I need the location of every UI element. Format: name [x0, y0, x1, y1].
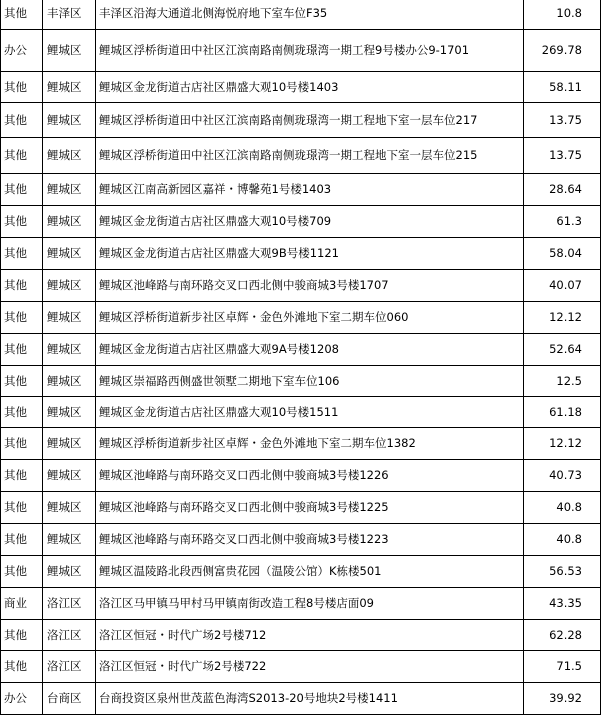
district-cell: 鲤城区 [43, 103, 96, 138]
use-cell: 其他 [1, 524, 43, 556]
use-cell: 其他 [1, 238, 43, 270]
use-cell: 办公 [1, 30, 43, 72]
use-cell: 其他 [1, 556, 43, 588]
district-cell: 鲤城区 [43, 206, 96, 238]
area-cell: 40.07 [524, 270, 601, 302]
table-row [1, 556, 601, 588]
area-cell: 10.8 [524, 0, 601, 30]
use-cell: 其他 [1, 397, 43, 428]
district-cell: 鲤城区 [43, 138, 96, 174]
area-cell: 58.04 [524, 238, 601, 270]
address-cell: 鲤城区池峰路与南环路交叉口西北侧中骏商城3号楼1223 [96, 524, 524, 556]
use-cell: 其他 [1, 103, 43, 138]
district-cell: 鲤城区 [43, 238, 96, 270]
table-row [1, 270, 601, 302]
use-cell: 其他 [1, 428, 43, 460]
area-cell: 40.73 [524, 460, 601, 492]
address-cell: 鲤城区江南高新园区嘉祥・博馨苑1号楼1403 [96, 174, 524, 206]
table-row [1, 460, 601, 492]
area-cell: 43.35 [524, 588, 601, 620]
district-cell: 鲤城区 [43, 366, 96, 397]
address-cell: 鲤城区金龙街道古店社区鼎盛大观9B号楼1121 [96, 238, 524, 270]
use-cell: 其他 [1, 460, 43, 492]
table-row [1, 683, 601, 715]
address-cell: 鲤城区金龙街道古店社区鼎盛大观10号楼1403 [96, 72, 524, 103]
area-cell: 52.64 [524, 334, 601, 366]
address-cell: 鲤城区浮桥街道新步社区卓辉・金色外滩地下室二期车位1382 [96, 428, 524, 460]
address-cell: 鲤城区浮桥街道田中社区江滨南路南侧珑璟湾一期工程地下室一层车位215 [96, 138, 524, 174]
use-cell: 其他 [1, 0, 43, 30]
address-cell: 台商投资区泉州世茂蓝色海湾S2013-20号地块2号楼1411 [96, 683, 524, 715]
table-row [1, 588, 601, 620]
address-cell: 鲤城区金龙街道古店社区鼎盛大观9A号楼1208 [96, 334, 524, 366]
use-cell: 其他 [1, 334, 43, 366]
district-cell: 鲤城区 [43, 492, 96, 524]
table-row [1, 492, 601, 524]
use-cell: 其他 [1, 492, 43, 524]
area-cell: 12.12 [524, 428, 601, 460]
district-cell: 鲤城区 [43, 174, 96, 206]
district-cell: 鲤城区 [43, 397, 96, 428]
district-cell: 台商区 [43, 683, 96, 715]
table-row [1, 366, 601, 397]
area-cell: 61.3 [524, 206, 601, 238]
address-cell: 鲤城区浮桥街道田中社区江滨南路南侧珑璟湾一期工程9号楼办公9-1701 [96, 30, 524, 72]
table-row [1, 651, 601, 683]
area-cell: 40.8 [524, 492, 601, 524]
area-cell: 28.64 [524, 174, 601, 206]
address-cell: 鲤城区金龙街道古店社区鼎盛大观10号楼709 [96, 206, 524, 238]
district-cell: 鲤城区 [43, 334, 96, 366]
district-cell: 鲤城区 [43, 72, 96, 103]
district-cell: 鲤城区 [43, 270, 96, 302]
district-cell: 鲤城区 [43, 556, 96, 588]
address-cell: 鲤城区浮桥街道田中社区江滨南路南侧珑璟湾一期工程地下室一层车位217 [96, 103, 524, 138]
area-cell: 40.8 [524, 524, 601, 556]
table-row [1, 524, 601, 556]
use-cell: 其他 [1, 206, 43, 238]
area-cell: 13.75 [524, 103, 601, 138]
district-cell: 丰泽区 [43, 0, 96, 30]
table-row [1, 238, 601, 270]
table-row [1, 302, 601, 334]
address-cell: 鲤城区金龙街道古店社区鼎盛大观10号楼1511 [96, 397, 524, 428]
address-cell: 鲤城区崇福路西侧盛世领墅二期地下室车位106 [96, 366, 524, 397]
table-row [1, 72, 601, 103]
address-cell: 鲤城区池峰路与南环路交叉口西北侧中骏商城3号楼1225 [96, 492, 524, 524]
area-cell: 39.92 [524, 683, 601, 715]
area-cell: 58.11 [524, 72, 601, 103]
district-cell: 洛江区 [43, 588, 96, 620]
district-cell: 鲤城区 [43, 302, 96, 334]
address-cell: 鲤城区池峰路与南环路交叉口西北侧中骏商城3号楼1707 [96, 270, 524, 302]
table-row [1, 174, 601, 206]
use-cell: 其他 [1, 138, 43, 174]
district-cell: 洛江区 [43, 651, 96, 683]
use-cell: 其他 [1, 620, 43, 651]
use-cell: 其他 [1, 302, 43, 334]
address-cell: 鲤城区池峰路与南环路交叉口西北侧中骏商城3号楼1226 [96, 460, 524, 492]
table-row [1, 30, 601, 72]
table-row [1, 397, 601, 428]
district-cell: 鲤城区 [43, 30, 96, 72]
area-cell: 12.12 [524, 302, 601, 334]
address-cell: 鲤城区浮桥街道新步社区卓辉・金色外滩地下室二期车位060 [96, 302, 524, 334]
address-cell: 鲤城区温陵路北段西侧富贵花园（温陵公馆）K栋楼501 [96, 556, 524, 588]
district-cell: 鲤城区 [43, 428, 96, 460]
address-cell: 洛江区恒冠・时代广场2号楼712 [96, 620, 524, 651]
address-cell: 丰泽区沿海大通道北侧海悦府地下室车位F35 [96, 0, 524, 30]
district-cell: 鲤城区 [43, 460, 96, 492]
use-cell: 其他 [1, 72, 43, 103]
address-cell: 洛江区马甲镇马甲村马甲镇南街改造工程8号楼店面09 [96, 588, 524, 620]
area-cell: 13.75 [524, 138, 601, 174]
area-cell: 61.18 [524, 397, 601, 428]
table-row [1, 0, 601, 30]
use-cell: 办公 [1, 683, 43, 715]
area-cell: 269.78 [524, 30, 601, 72]
table-row [1, 138, 601, 174]
area-cell: 62.28 [524, 620, 601, 651]
table-row [1, 428, 601, 460]
table-row [1, 103, 601, 138]
area-cell: 71.5 [524, 651, 601, 683]
address-cell: 洛江区恒冠・时代广场2号楼722 [96, 651, 524, 683]
table-row [1, 334, 601, 366]
use-cell: 其他 [1, 174, 43, 206]
area-cell: 56.53 [524, 556, 601, 588]
use-cell: 其他 [1, 270, 43, 302]
use-cell: 其他 [1, 366, 43, 397]
table-row [1, 620, 601, 651]
district-cell: 鲤城区 [43, 524, 96, 556]
area-cell: 12.5 [524, 366, 601, 397]
use-cell: 商业 [1, 588, 43, 620]
district-cell: 洛江区 [43, 620, 96, 651]
table-row [1, 206, 601, 238]
use-cell: 其他 [1, 651, 43, 683]
